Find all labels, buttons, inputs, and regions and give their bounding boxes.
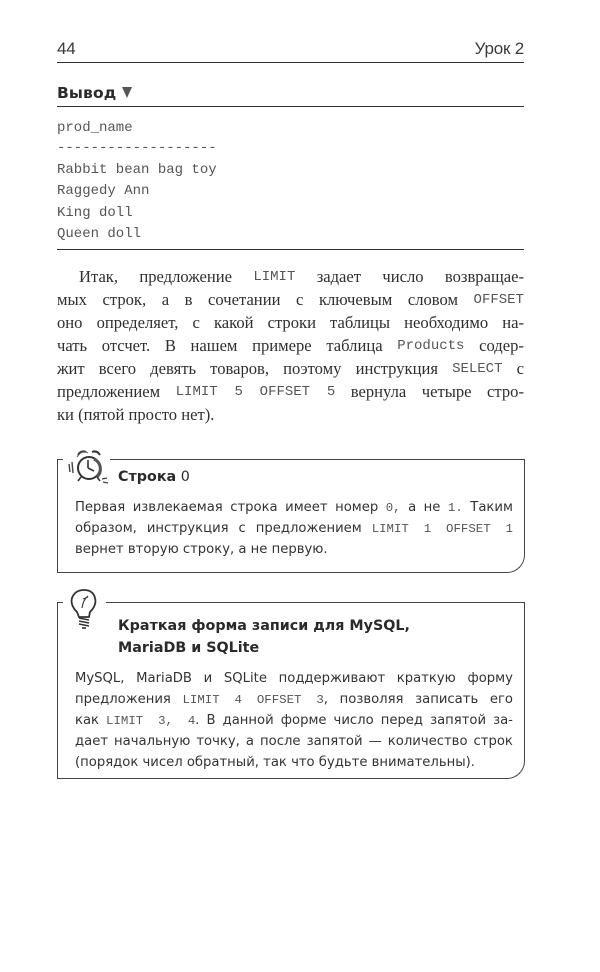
word: а [161, 290, 170, 309]
chapter-title: Урок 2 [474, 39, 524, 58]
inline-code: Products [397, 338, 465, 354]
output-heading [57, 84, 524, 107]
code-output-block [57, 116, 524, 250]
word: краткую [396, 671, 456, 686]
word: товаров, [210, 359, 270, 378]
word: и [203, 671, 213, 686]
word: SQLite [223, 671, 267, 686]
word: задает [316, 267, 362, 286]
word: таблица [326, 336, 383, 355]
word: количество [387, 734, 468, 749]
note-line [75, 753, 513, 773]
word: четыре [421, 382, 472, 401]
word: поэтому [283, 359, 342, 378]
border-segment [57, 459, 63, 460]
note-box-row-zero [57, 460, 525, 573]
paragraph-line [57, 404, 524, 426]
word: какой [213, 313, 254, 332]
word: необходимо [404, 313, 489, 332]
border-segment [107, 459, 525, 460]
word: записать [415, 692, 479, 707]
word: запятой [430, 713, 487, 728]
word: словом [407, 290, 458, 309]
note-box-short-form [57, 603, 525, 779]
word: строк, [102, 290, 147, 309]
note-line [75, 519, 513, 539]
word: на- [502, 313, 524, 332]
border-segment [57, 602, 63, 603]
word: Первая [75, 500, 126, 515]
word: В [164, 336, 176, 355]
paragraph-line [57, 335, 524, 357]
word: стро- [487, 382, 524, 401]
page-number: 44 [57, 39, 76, 58]
word: отсчет. [101, 336, 151, 355]
word: инструкция [355, 359, 438, 378]
word: форме [280, 713, 327, 728]
word: определяет, [96, 313, 179, 332]
word: его [489, 692, 513, 707]
word: строки [267, 313, 316, 332]
word: с [238, 521, 246, 536]
word: — [368, 734, 382, 749]
inline-code: LIMIT 5 OFFSET 5 [175, 384, 336, 400]
note-line [75, 669, 513, 689]
inline-code: 1. [447, 501, 463, 515]
paragraph-line [57, 312, 524, 334]
line-text: ки (пятой просто нет). [57, 405, 215, 424]
word: предложение [139, 267, 233, 286]
inline-code: LIMIT 4 OFFSET 3 [182, 693, 324, 707]
word: примере [252, 336, 312, 355]
word: в [184, 290, 193, 309]
note-title [118, 615, 410, 659]
lightbulb-icon [67, 587, 101, 631]
note-line [75, 498, 513, 518]
word: вернула [350, 382, 407, 401]
word: оно [57, 313, 83, 332]
word: сочетании [208, 290, 281, 309]
word: после [260, 734, 301, 749]
code-row: Raggedy Ann [57, 183, 150, 199]
word: поддерживают [278, 671, 386, 686]
word: запятой [306, 734, 363, 749]
word: строк [473, 734, 513, 749]
code-separator: ------------------- [57, 140, 217, 156]
word: число [382, 267, 424, 286]
paragraph-line [57, 266, 524, 288]
punctuation: , [323, 692, 328, 707]
note-line [75, 690, 513, 710]
word: предложения [75, 692, 171, 707]
word: нашем [190, 336, 238, 355]
word: Итак, [79, 267, 119, 286]
code-row: King doll [57, 205, 133, 221]
code-row: Queen doll [57, 226, 142, 242]
word: мых [57, 290, 87, 309]
paragraph-line [57, 381, 524, 403]
code-row: Rabbit bean bag toy [57, 162, 217, 178]
line-text: (порядок чисел обратный, так что будьте внимательны). [75, 755, 475, 770]
word: девять [150, 359, 197, 378]
word: предложением [57, 382, 161, 401]
word: данной [222, 713, 274, 728]
alarm-clock-icon [64, 448, 110, 488]
word: чать [57, 336, 88, 355]
word: образом, [75, 521, 137, 536]
word: дает [75, 734, 108, 749]
word: MariaDB [136, 671, 192, 686]
word: форму [467, 671, 513, 686]
paragraph-line [57, 289, 524, 311]
note-title-bold: Строка [118, 469, 177, 485]
word: число [333, 713, 374, 728]
word: а [408, 500, 417, 515]
border-segment [106, 602, 525, 603]
word: за- [493, 713, 513, 728]
line-text: вернет вторую строку, а не первую. [75, 542, 328, 557]
word: точку, [196, 734, 240, 749]
inline-code: OFFSET [473, 292, 524, 308]
word: содер- [479, 336, 524, 355]
word: не [423, 500, 441, 515]
note-title-line: Краткая форма записи для MySQL, [118, 618, 410, 634]
word: Таким [470, 500, 513, 515]
running-header [57, 38, 524, 63]
word: начальную [114, 734, 191, 749]
word: номер [335, 500, 379, 515]
word: как [75, 713, 100, 728]
output-heading-title: Вывод [57, 84, 117, 102]
word: MySQL, [75, 671, 125, 686]
note-title-line: MariaDB и SQLite [118, 640, 260, 656]
word: с [516, 359, 524, 378]
word: имеет [285, 500, 328, 515]
word: возвращае- [444, 267, 524, 286]
punctuation: . [195, 713, 200, 728]
word: жит [57, 359, 85, 378]
word: предложением [255, 521, 362, 536]
word: ключевым [318, 290, 393, 309]
inline-code: LIMIT [253, 269, 296, 285]
inline-code: SELECT [452, 361, 503, 377]
note-title-number: 0 [176, 469, 190, 485]
code-column-header: prod_name [57, 120, 133, 136]
word: В [206, 713, 216, 728]
word: перед [380, 713, 424, 728]
word: таблицы [330, 313, 391, 332]
paragraph-line [57, 358, 524, 380]
note-line [75, 540, 513, 560]
triangle-down-icon [122, 87, 132, 98]
inline-code: LIMIT 3, 4 [106, 714, 196, 728]
word: позволяя [339, 692, 404, 707]
word: извлекаемая [132, 500, 223, 515]
inline-code: 0, [385, 501, 401, 515]
note-line [75, 732, 513, 752]
word: с [192, 313, 200, 332]
inline-code: LIMIT 1 OFFSET 1 [371, 522, 513, 536]
word: строка [230, 500, 278, 515]
word: с [296, 290, 304, 309]
word: инструкция [146, 521, 229, 536]
book-page [57, 0, 524, 972]
word: а [245, 734, 255, 749]
note-line [75, 711, 513, 731]
note-title [118, 466, 190, 488]
word: всего [98, 359, 137, 378]
